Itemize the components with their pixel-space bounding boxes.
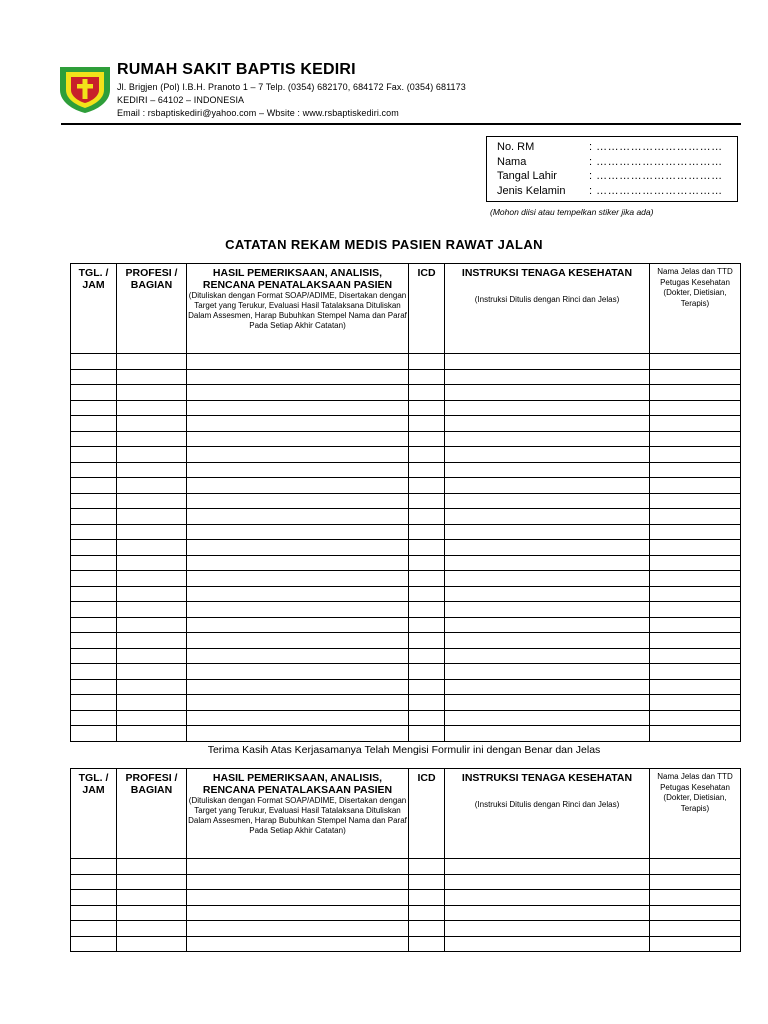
table-cell[interactable] (187, 633, 409, 649)
table-cell[interactable] (409, 874, 445, 890)
table-cell[interactable] (117, 695, 187, 711)
table-cell[interactable] (445, 416, 650, 432)
table-row (71, 509, 741, 525)
table-cell[interactable] (445, 385, 650, 401)
table-cell[interactable] (445, 571, 650, 587)
table-cell[interactable] (445, 555, 650, 571)
table-cell[interactable] (409, 679, 445, 695)
table-cell[interactable] (71, 617, 117, 633)
table-cell[interactable] (409, 664, 445, 680)
field-label: Nama (497, 155, 527, 168)
table-row (71, 540, 741, 556)
table-cell[interactable] (117, 524, 187, 540)
table-cell[interactable] (71, 369, 117, 385)
table-cell[interactable] (187, 540, 409, 556)
table-cell[interactable] (117, 416, 187, 432)
table-cell[interactable] (187, 664, 409, 680)
table-cell[interactable] (650, 617, 741, 633)
table-cell[interactable] (445, 509, 650, 525)
table-cell[interactable] (117, 462, 187, 478)
table-cell[interactable] (445, 648, 650, 664)
table-cell[interactable] (409, 462, 445, 478)
field-label: Jenis Kelamin (497, 184, 566, 197)
col-header-icd: ICD (409, 264, 445, 354)
table-header-row (71, 264, 741, 354)
contact-line: Email : rsbaptiskediri@yahoo.com – Wbsite : www.rsbaptiskediri.com (117, 108, 399, 118)
table-row (71, 679, 741, 695)
table-cell[interactable] (409, 571, 445, 587)
table-cell[interactable] (650, 509, 741, 525)
table-row (71, 555, 741, 571)
table-cell[interactable] (71, 478, 117, 494)
table-cell[interactable] (650, 874, 741, 890)
table-cell[interactable] (409, 540, 445, 556)
table-cell[interactable] (117, 431, 187, 447)
table-row (71, 416, 741, 432)
table-cell[interactable] (409, 431, 445, 447)
table-cell[interactable] (71, 462, 117, 478)
table-cell[interactable] (650, 571, 741, 587)
table-cell[interactable] (409, 726, 445, 742)
table-cell[interactable] (71, 890, 117, 906)
table-cell[interactable] (650, 648, 741, 664)
table-cell[interactable] (117, 586, 187, 602)
table-cell[interactable] (117, 555, 187, 571)
table-cell[interactable] (187, 400, 409, 416)
thanks-note: Terima Kasih Atas Kerjasamanya Telah Mengisi Formulir ini dengan Benar dan Jelas (207, 744, 601, 756)
table-row (71, 431, 741, 447)
table-cell[interactable] (71, 416, 117, 432)
table-cell[interactable] (445, 540, 650, 556)
table-cell[interactable] (187, 726, 409, 742)
table-cell[interactable] (117, 890, 187, 906)
table-row (71, 524, 741, 540)
table-cell[interactable] (71, 874, 117, 890)
table-cell[interactable] (71, 586, 117, 602)
address-line: Jl. Brigjen (Pol) I.B.H. Pranoto 1 – 7 Telp. (0354) 682170, 684172 Fax. (0354) 681173 (117, 82, 466, 92)
table-cell[interactable] (117, 905, 187, 921)
table-cell[interactable] (71, 679, 117, 695)
table-row (71, 400, 741, 416)
table-cell[interactable] (117, 664, 187, 680)
col-header-icd: ICD (409, 769, 445, 859)
table-cell[interactable] (187, 710, 409, 726)
table-cell[interactable] (187, 905, 409, 921)
table-cell[interactable] (409, 478, 445, 494)
table-cell[interactable] (650, 905, 741, 921)
table-cell[interactable] (650, 664, 741, 680)
field-blank[interactable]: : …………………………… (589, 170, 723, 182)
table-cell[interactable] (445, 493, 650, 509)
col-header-instruksi (445, 264, 650, 354)
table-cell[interactable] (409, 509, 445, 525)
table-cell[interactable] (187, 462, 409, 478)
col-header-instruksi-title: INSTRUKSI TENAGA KESEHATAN (461, 772, 633, 784)
table-cell[interactable] (187, 921, 409, 937)
table-cell[interactable] (117, 509, 187, 525)
table-cell[interactable] (650, 695, 741, 711)
table-cell[interactable] (445, 602, 650, 618)
table-cell[interactable] (409, 493, 445, 509)
records-table (70, 768, 741, 952)
col-header-profesi: PROFESI / BAGIAN (117, 264, 187, 354)
table-body (71, 859, 741, 952)
table-cell[interactable] (71, 447, 117, 463)
field-blank[interactable]: : …………………………… (589, 184, 723, 197)
table-cell[interactable] (650, 385, 741, 401)
table-cell[interactable] (187, 602, 409, 618)
table-cell[interactable] (71, 664, 117, 680)
table-cell[interactable] (187, 478, 409, 494)
table-cell[interactable] (117, 859, 187, 875)
field-label: No. RM (497, 141, 535, 153)
table-cell[interactable] (71, 602, 117, 618)
table-cell[interactable] (445, 617, 650, 633)
table-cell[interactable] (409, 354, 445, 370)
col-header-hasil-note: (Dituliskan dengan Format SOAP/ADIME, Disertakan dengan Target yang Terukur, Evaluasi Hasil Tatalaksana Dituliskan Dalam Assesmen, Harap Bubuhkan Stempel Nama dan Paraf Pada Setiap Akhir Catatan) (188, 291, 407, 330)
table-cell[interactable] (187, 385, 409, 401)
col-header-hasil (187, 264, 409, 354)
form-title: CATATAN REKAM MEDIS PASIEN RAWAT JALAN (225, 237, 543, 252)
header-divider (61, 123, 741, 125)
table-cell[interactable] (187, 890, 409, 906)
field-label: Tangal Lahir (497, 170, 557, 182)
table-cell[interactable] (71, 726, 117, 742)
field-row[interactable] (497, 155, 727, 170)
table-cell[interactable] (187, 617, 409, 633)
table-cell[interactable] (71, 540, 117, 556)
table-row (71, 617, 741, 633)
table-cell[interactable] (187, 509, 409, 525)
table-cell[interactable] (650, 493, 741, 509)
table-cell[interactable] (409, 710, 445, 726)
address-city: KEDIRI – 64102 – INDONESIA (117, 95, 245, 105)
sticker-note: (Mohon diisi atau tempelkan stiker jika ada) (490, 207, 654, 217)
table-cell[interactable] (71, 354, 117, 370)
table-cell[interactable] (650, 602, 741, 618)
table-cell[interactable] (650, 859, 741, 875)
table-cell[interactable] (445, 874, 650, 890)
table-cell[interactable] (71, 859, 117, 875)
table-cell[interactable] (409, 586, 445, 602)
table-cell[interactable] (650, 416, 741, 432)
table-cell[interactable] (71, 936, 117, 952)
table-cell[interactable] (187, 447, 409, 463)
field-blank[interactable]: : …………………………… (589, 141, 723, 153)
table-cell[interactable] (445, 890, 650, 906)
table-cell[interactable] (117, 679, 187, 695)
table-cell[interactable] (187, 431, 409, 447)
table-cell[interactable] (445, 695, 650, 711)
table-cell[interactable] (445, 354, 650, 370)
table-cell[interactable] (445, 586, 650, 602)
table-cell[interactable] (650, 679, 741, 695)
table-cell[interactable] (117, 710, 187, 726)
table-cell[interactable] (650, 555, 741, 571)
table-cell[interactable] (445, 664, 650, 680)
table-cell[interactable] (409, 555, 445, 571)
table-cell[interactable] (71, 710, 117, 726)
table-cell[interactable] (650, 369, 741, 385)
table-cell[interactable] (445, 905, 650, 921)
table-cell[interactable] (445, 524, 650, 540)
table-row (71, 664, 741, 680)
col-header-instruksi-title: INSTRUKSI TENAGA KESEHATAN (461, 267, 633, 279)
table-cell[interactable] (187, 874, 409, 890)
table-cell[interactable] (187, 493, 409, 509)
table-cell[interactable] (117, 648, 187, 664)
table-cell[interactable] (71, 905, 117, 921)
table-cell[interactable] (445, 710, 650, 726)
table-cell[interactable] (117, 385, 187, 401)
table-row (71, 890, 741, 906)
table-row (71, 695, 741, 711)
table-row (71, 354, 741, 370)
field-blank[interactable]: : …………………………… (589, 155, 723, 168)
table-cell[interactable] (650, 710, 741, 726)
table-cell[interactable] (650, 447, 741, 463)
table-cell[interactable] (409, 602, 445, 618)
table-row (71, 602, 741, 618)
col-header-hasil-title: HASIL PEMERIKSAAN, ANALISIS, RENCANA PENATALAKSAAN PASIEN (202, 267, 393, 291)
patient-identity-box (486, 136, 738, 202)
table-row (71, 462, 741, 478)
table-row (71, 905, 741, 921)
table-cell[interactable] (409, 890, 445, 906)
col-header-instruksi-note: (Instruksi Ditulis dengan Rinci dan Jelas) (474, 295, 620, 304)
col-header-hasil-title: HASIL PEMERIKSAAN, ANALISIS, RENCANA PENATALAKSAAN PASIEN (202, 772, 393, 796)
table-cell[interactable] (117, 874, 187, 890)
col-header-profesi: PROFESI / BAGIAN (117, 769, 187, 859)
col-header-tgl: TGL. / JAM (71, 769, 117, 859)
table-cell[interactable] (117, 447, 187, 463)
table-row (71, 726, 741, 742)
table-cell[interactable] (117, 478, 187, 494)
table-row (71, 633, 741, 649)
table-cell[interactable] (71, 921, 117, 937)
table-cell[interactable] (650, 478, 741, 494)
table-row (71, 385, 741, 401)
table-row (71, 648, 741, 664)
table-row (71, 369, 741, 385)
field-row[interactable] (497, 140, 727, 155)
table-cell[interactable] (409, 936, 445, 952)
field-row[interactable] (497, 169, 727, 184)
col-header-hasil (187, 769, 409, 859)
table-cell[interactable] (445, 679, 650, 695)
col-header-instruksi (445, 769, 650, 859)
col-header-tgl: TGL. / JAM (71, 264, 117, 354)
table-cell[interactable] (187, 936, 409, 952)
table-cell[interactable] (187, 679, 409, 695)
hospital-logo (57, 64, 113, 114)
table-row (71, 710, 741, 726)
table-cell[interactable] (409, 416, 445, 432)
table-cell[interactable] (409, 648, 445, 664)
table-cell[interactable] (650, 462, 741, 478)
table-cell[interactable] (650, 354, 741, 370)
table-cell[interactable] (409, 695, 445, 711)
table-cell[interactable] (650, 936, 741, 952)
hospital-name: RUMAH SAKIT BAPTIS KEDIRI (117, 61, 356, 78)
table-cell[interactable] (117, 726, 187, 742)
table-cell[interactable] (71, 695, 117, 711)
table-cell[interactable] (409, 447, 445, 463)
table-cell[interactable] (187, 555, 409, 571)
table-row (71, 478, 741, 494)
table-cell[interactable] (445, 431, 650, 447)
table-cell[interactable] (117, 400, 187, 416)
records-table (70, 263, 741, 742)
table-cell[interactable] (650, 540, 741, 556)
table-cell[interactable] (409, 905, 445, 921)
table-cell[interactable] (117, 617, 187, 633)
table-cell[interactable] (187, 586, 409, 602)
table-cell[interactable] (71, 524, 117, 540)
table-cell[interactable] (71, 400, 117, 416)
table-cell[interactable] (117, 571, 187, 587)
table-row (71, 936, 741, 952)
table-cell[interactable] (650, 890, 741, 906)
table-cell[interactable] (117, 369, 187, 385)
table-row (71, 571, 741, 587)
table-cell[interactable] (445, 921, 650, 937)
table-cell[interactable] (71, 555, 117, 571)
table-cell[interactable] (187, 369, 409, 385)
table-cell[interactable] (445, 400, 650, 416)
table-cell[interactable] (445, 726, 650, 742)
table-cell[interactable] (71, 571, 117, 587)
table-cell[interactable] (445, 936, 650, 952)
table-cell[interactable] (187, 571, 409, 587)
table-cell[interactable] (445, 462, 650, 478)
table-cell[interactable] (650, 431, 741, 447)
table-cell[interactable] (117, 602, 187, 618)
table-cell[interactable] (187, 695, 409, 711)
table-row (71, 874, 741, 890)
table-cell[interactable] (650, 586, 741, 602)
table-cell[interactable] (650, 726, 741, 742)
table-cell[interactable] (187, 354, 409, 370)
table-body (71, 354, 741, 742)
table-cell[interactable] (650, 524, 741, 540)
table-header-row (71, 769, 741, 859)
table-cell[interactable] (445, 859, 650, 875)
table-cell[interactable] (117, 921, 187, 937)
table-cell[interactable] (71, 648, 117, 664)
field-row[interactable] (497, 184, 727, 199)
table-row (71, 493, 741, 509)
table-cell[interactable] (187, 416, 409, 432)
table-row (71, 921, 741, 937)
cross-shield-icon (57, 64, 113, 114)
table-cell[interactable] (117, 540, 187, 556)
table-cell[interactable] (187, 859, 409, 875)
table-cell[interactable] (409, 524, 445, 540)
table-cell[interactable] (445, 447, 650, 463)
table-cell[interactable] (409, 369, 445, 385)
table-cell[interactable] (117, 493, 187, 509)
table-cell[interactable] (409, 921, 445, 937)
table-cell[interactable] (445, 633, 650, 649)
col-header-instruksi-note: (Instruksi Ditulis dengan Rinci dan Jelas) (474, 800, 620, 809)
table-cell[interactable] (409, 617, 445, 633)
table-cell[interactable] (71, 633, 117, 649)
table-cell[interactable] (117, 633, 187, 649)
table-cell[interactable] (409, 633, 445, 649)
table-cell[interactable] (71, 385, 117, 401)
table-cell[interactable] (409, 385, 445, 401)
table-row (71, 859, 741, 875)
table-cell[interactable] (187, 524, 409, 540)
table-cell[interactable] (117, 354, 187, 370)
table-cell[interactable] (117, 936, 187, 952)
col-header-ttd: Nama Jelas dan TTD Petugas Kesehatan (Dokter, Dietisian, Terapis) (650, 769, 741, 859)
table-row (71, 586, 741, 602)
table-cell[interactable] (187, 648, 409, 664)
table-cell[interactable] (650, 400, 741, 416)
table-cell[interactable] (71, 509, 117, 525)
table-cell[interactable] (445, 369, 650, 385)
table-row (71, 447, 741, 463)
table-cell[interactable] (71, 493, 117, 509)
table-cell[interactable] (409, 400, 445, 416)
col-header-hasil-note: (Dituliskan dengan Format SOAP/ADIME, Disertakan dengan Target yang Terukur, Evaluasi Hasil Tatalaksana Dituliskan Dalam Assesmen, Harap Bubuhkan Stempel Nama dan Paraf Pada Setiap Akhir Catatan) (188, 796, 407, 835)
table-cell[interactable] (650, 921, 741, 937)
col-header-ttd: Nama Jelas dan TTD Petugas Kesehatan (Dokter, Dietisian, Terapis) (650, 264, 741, 354)
table-cell[interactable] (650, 633, 741, 649)
table-cell[interactable] (409, 859, 445, 875)
table-cell[interactable] (71, 431, 117, 447)
table-cell[interactable] (445, 478, 650, 494)
